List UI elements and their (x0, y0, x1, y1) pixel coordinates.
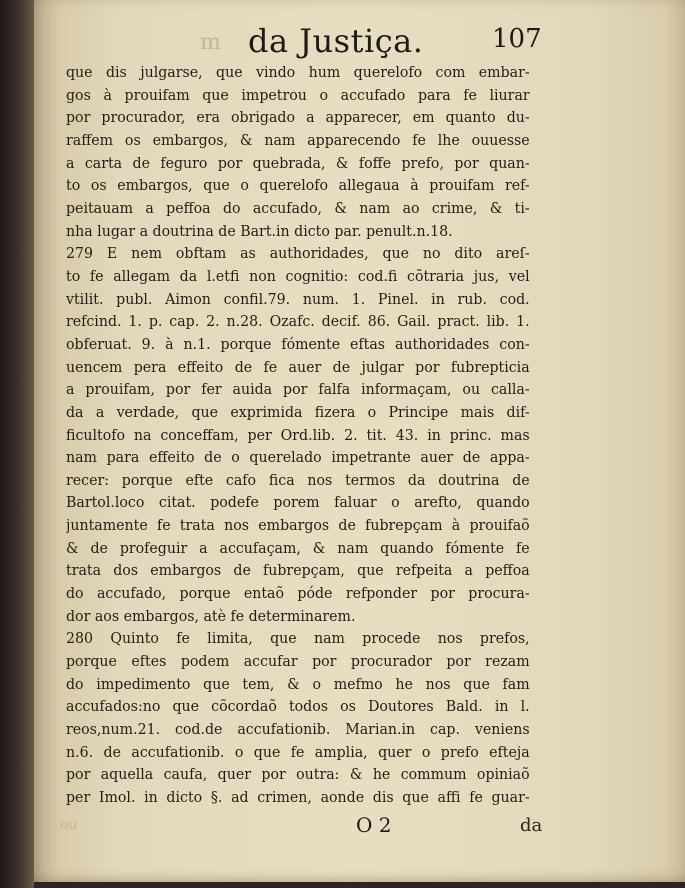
text-line: Bartol.loco citat. podefe porem faluar o arefto, quando (66, 494, 530, 512)
text-line: porque eftes podem accufar por procurador por rezam (66, 653, 530, 671)
text-line: por procurador, era obrigado a apparecer, em quanto du- (66, 109, 530, 127)
text-line: to fe allegam da l.etfi non cognitio: cod.fi cõtraria jus, vel (66, 267, 530, 285)
text-line: to os embargos, que o querelofo allegaua à prouifam ref- (66, 177, 530, 195)
binding-gutter (0, 0, 34, 888)
text-line: vtilit. publ. Aimon confil.79. num. 1. Pinel. in rub. cod. (66, 290, 530, 308)
text-line: raffem os embargos, & nam apparecendo fe lhe ouuesse (66, 131, 530, 149)
text-line: nha lugar a doutrina de Bart.in dicto par. penult.n.18. (66, 222, 453, 240)
text-line: a carta de feguro por quebrada, & foffe prefo, por quan- (66, 154, 530, 172)
text-line: obferuat. 9. à n.1. porque fómente eftas authoridades con- (66, 335, 530, 353)
text-line: juntamente fe trata nos embargos de fubrepçam à prouifaõ (66, 517, 530, 535)
text-line: ficultofo na conceffam, per Ord.lib. 2. tit. 43. in princ. mas (66, 426, 530, 444)
text-line: recer: porque efte cafo fica nos termos da doutrina de (66, 471, 530, 489)
text-line: peitauam a peffoa do accufado, & nam ao crime, & ti- (66, 199, 530, 217)
text-line: reos,num.21. cod.de accufationib. Marian.in cap. veniens (66, 721, 530, 739)
text-line: accufados:no que cõcordaõ todos os Doutores Bald. in l. (66, 698, 530, 716)
text-line: & de profeguir a accufaçam, & nam quando fómente fe (66, 539, 530, 557)
page-header (60, 22, 660, 62)
text-line: per Imol. in dicto §. ad crimen, aonde dis que affi fe guar- (66, 789, 530, 806)
running-title: da Justiça. (248, 22, 424, 60)
text-line: n.6. de accufationib. o que fe amplia, quer o prefo efteja (66, 743, 530, 761)
text-line: trata dos embargos de fubrepçam, que refpeita a peffoa (66, 562, 530, 580)
text-line: dor aos embargos, atè fe determinarem. (66, 607, 356, 625)
text-line: do impedimento que tem, & o mefmo he nos que fam (66, 675, 530, 693)
signature-mark: O 2 (356, 813, 392, 837)
text-line: uencem pera effeito de fe auer de julgar por fubrepticia (66, 358, 530, 376)
text-line: refcind. 1. p. cap. 2. n.28. Ozafc. decif. 86. Gail. pract. lib. 1. (66, 313, 530, 331)
text-line: 280 Quinto fe limita, que nam procede nos prefos, (66, 630, 530, 648)
bleed-through-footer: ou (60, 817, 78, 833)
text-line: que dis julgarse, que vindo hum querelofo com embar- (66, 64, 530, 81)
body-text (66, 62, 530, 810)
bleed-through-text: m (200, 30, 221, 55)
catchword: da (520, 815, 543, 836)
text-line: do accufado, porque entaõ póde refponder por procura- (66, 585, 530, 603)
text-line: gos à prouifam que impetrou o accufado para fe liurar (66, 86, 530, 104)
text-line: por aquella caufa, quer por outra: & he commum opiniaõ (66, 766, 530, 784)
text-line: 279 E nem obftam as authoridades, que no dito areſ- (66, 245, 530, 263)
text-line: da a verdade, que exprimida fizera o Principe mais dif- (66, 403, 530, 421)
page-footer (60, 813, 660, 843)
page-number: 107 (492, 24, 542, 54)
text-line: nam para effeito de o querelado impetrante auer de appa- (66, 449, 530, 467)
text-line: a prouifam, por fer auida por falfa informaçam, ou calla- (66, 381, 530, 399)
